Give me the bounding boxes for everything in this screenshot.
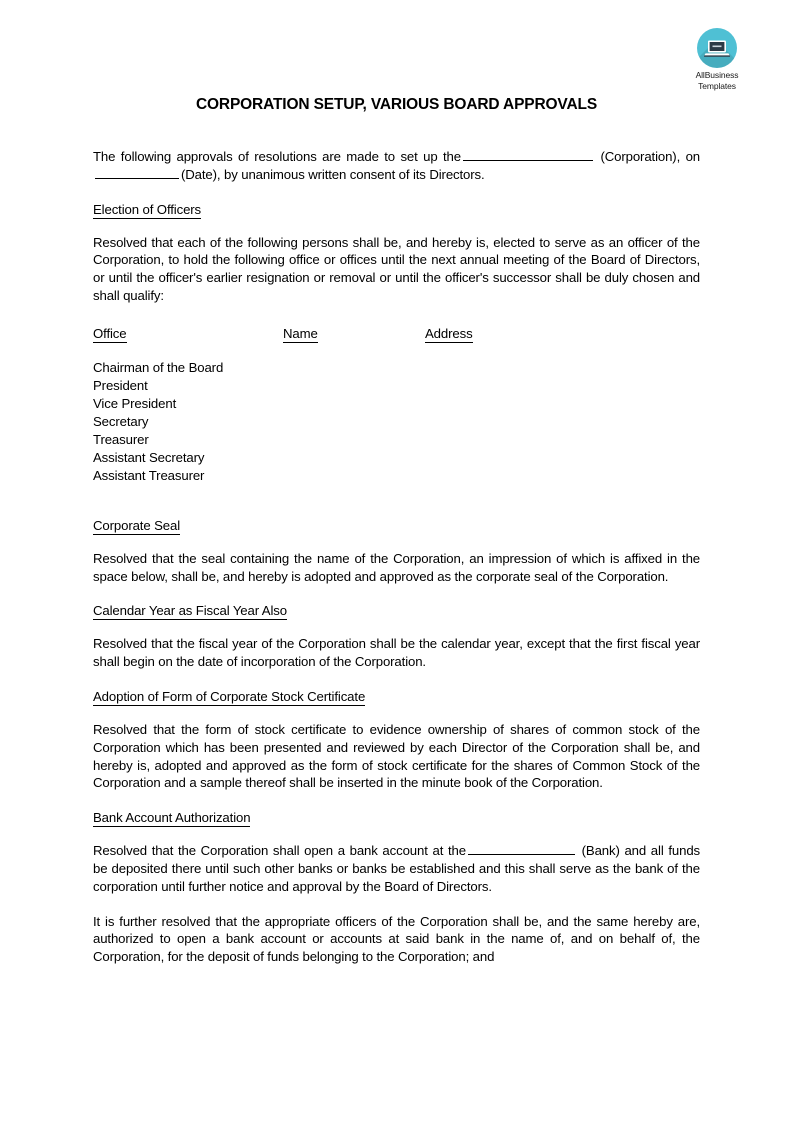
cell-office: Treasurer bbox=[93, 431, 149, 447]
cell-name[interactable] bbox=[283, 377, 425, 395]
page-title: CORPORATION SETUP, VARIOUS BOARD APPROVALS bbox=[195, 96, 598, 113]
spacer bbox=[93, 792, 700, 810]
cell-office: Assistant Secretary bbox=[93, 449, 205, 465]
date-blank[interactable] bbox=[95, 166, 179, 179]
table-row bbox=[93, 449, 700, 467]
logo-text-line1: AllBusiness bbox=[695, 70, 739, 80]
table-header-row bbox=[93, 325, 700, 343]
section-body-election-of-officers: Resolved that each of the following persons shall be, and hereby is, elected to serve as an officer of the Corporation, to hold the following office or offices until the next annual meeting of the Board of Directors, or until the officer's earlier resignation or removal or until the officer's successor shall be duly chosen and shall qualify: bbox=[93, 234, 700, 303]
cell-name[interactable] bbox=[283, 413, 425, 431]
table-row bbox=[93, 395, 700, 413]
spacer bbox=[93, 217, 700, 234]
table-row bbox=[93, 377, 700, 395]
cell-address[interactable] bbox=[425, 431, 700, 449]
section-body-corporate-seal: Resolved that the seal containing the name of the Corporation, an impression of which is affixed in the space below, shall be, and hereby is adopted and approved as the corporate seal of the Corporation. bbox=[93, 550, 700, 584]
cell-address[interactable] bbox=[425, 449, 700, 467]
cell-name[interactable] bbox=[283, 431, 425, 449]
intro-text-part2: (Corporation), on bbox=[600, 149, 701, 164]
table-header-spacer bbox=[93, 343, 700, 359]
logo-text-line2: Templates bbox=[698, 80, 736, 91]
cell-name[interactable] bbox=[283, 359, 425, 377]
cell-name[interactable] bbox=[283, 467, 425, 485]
officers-table-body bbox=[93, 359, 700, 485]
laptop-icon bbox=[697, 28, 737, 68]
cell-office: Vice President bbox=[93, 395, 177, 411]
cell-address[interactable] bbox=[425, 359, 700, 377]
column-header-name: Name bbox=[283, 325, 318, 341]
spacer bbox=[93, 184, 700, 202]
spacer bbox=[93, 671, 700, 689]
intro-text-part3: (Date), by unanimous written consent of its Directors. bbox=[181, 166, 485, 182]
column-header-office: Office bbox=[93, 325, 127, 341]
intro-text-part1: The following approvals of resolutions are made to set up the bbox=[93, 149, 461, 164]
bank-text-part1: Resolved that the Corporation shall open a bank account at the bbox=[93, 843, 466, 859]
cell-office: Assistant Treasurer bbox=[93, 467, 205, 483]
bank-name-blank[interactable] bbox=[468, 842, 575, 855]
section-heading-corporate-seal: Corporate Seal bbox=[93, 517, 181, 533]
cell-office: Secretary bbox=[93, 413, 149, 429]
spacer bbox=[93, 704, 700, 721]
section-heading-stock-certificate: Adoption of Form of Corporate Stock Certificate bbox=[93, 688, 366, 704]
logo-circle-wrap bbox=[697, 28, 737, 68]
officers-table bbox=[93, 325, 700, 485]
spacer bbox=[93, 896, 700, 913]
spacer bbox=[93, 305, 700, 325]
section-heading-calendar-year: Calendar Year as Fiscal Year Also bbox=[93, 603, 287, 619]
officers-table-head bbox=[93, 325, 700, 359]
intro-paragraph bbox=[93, 148, 700, 184]
cell-office: Chairman of the Board bbox=[93, 359, 224, 375]
column-header-address: Address bbox=[425, 325, 473, 341]
corporation-name-blank[interactable] bbox=[463, 148, 593, 161]
cell-address[interactable] bbox=[425, 467, 700, 485]
section-heading-election-of-officers: Election of Officers bbox=[93, 201, 202, 217]
cell-address[interactable] bbox=[425, 395, 700, 413]
spacer bbox=[93, 533, 700, 550]
table-row bbox=[93, 359, 700, 377]
spacer bbox=[93, 114, 700, 148]
section-body-bank-account-further: It is further resolved that the appropriate officers of the Corporation shall be, and the same hereby are, authorized to open a bank account or accounts at said bank in the name of, and on behalf of, the Corporation, for the deposit of funds belonging to the Corporation; and bbox=[93, 913, 700, 965]
spacer bbox=[93, 825, 700, 842]
cell-office: President bbox=[93, 377, 148, 393]
cell-address[interactable] bbox=[425, 377, 700, 395]
cell-name[interactable] bbox=[283, 395, 425, 413]
table-row bbox=[93, 413, 700, 431]
document-content bbox=[93, 0, 700, 966]
spacer bbox=[93, 485, 700, 518]
section-body-calendar-year: Resolved that the fiscal year of the Corporation shall be the calendar year, except that the first fiscal year shall begin on the date of incorporation of the Corporation. bbox=[93, 636, 700, 670]
bank-text-part2: (Bank) and all funds be deposited there until such other banks or banks be established and this shall serve as the bank of the corporation until further notice and approval by the Board of Directors. bbox=[93, 843, 701, 894]
cell-address[interactable] bbox=[425, 413, 700, 431]
spacer bbox=[93, 585, 700, 603]
cell-name[interactable] bbox=[283, 449, 425, 467]
section-body-bank-account bbox=[93, 842, 700, 895]
section-body-stock-certificate: Resolved that the form of stock certificate to evidence ownership of shares of common stock of the Corporation which has been presented and reviewed by each Director of the Corporation shall be, and hereby is, adopted and approved as the form of stock certificate for the shares of Common Stock of the Corporation and a sample thereof shall be inserted in the minute book of the Corporation. bbox=[93, 721, 700, 791]
table-row bbox=[93, 431, 700, 449]
section-heading-bank-account: Bank Account Authorization bbox=[93, 810, 251, 826]
table-row bbox=[93, 467, 700, 485]
spacer bbox=[93, 618, 700, 635]
